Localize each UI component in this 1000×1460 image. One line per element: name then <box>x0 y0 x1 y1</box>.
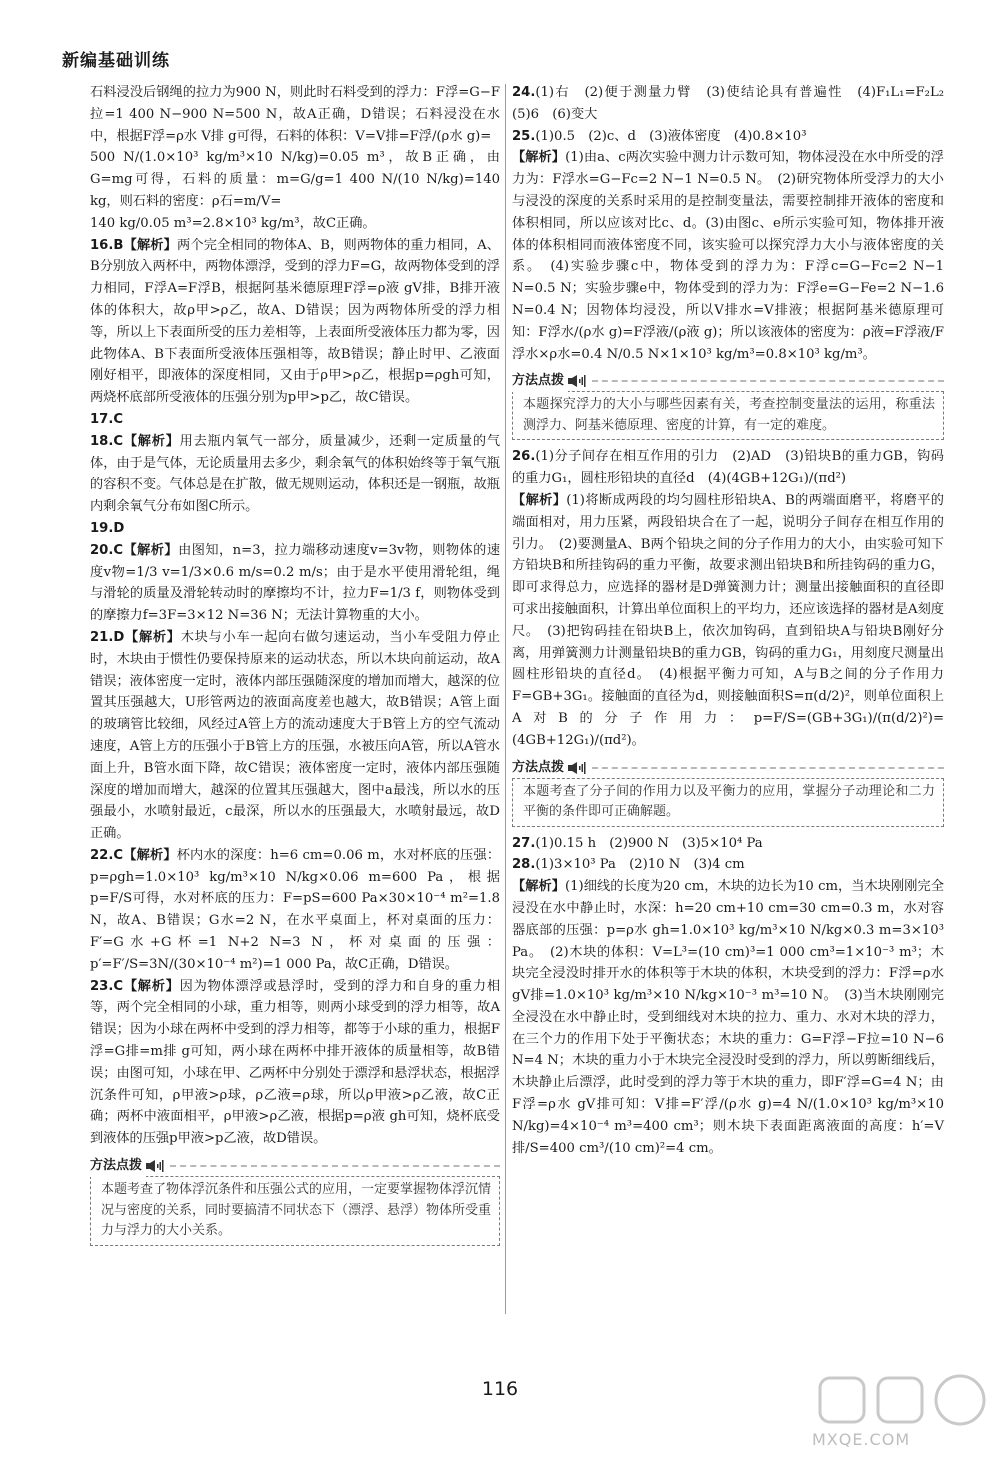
answer-q23 <box>90 976 500 1150</box>
answer-q28j <box>512 876 944 1159</box>
tip-content: 本题考查了分子间的作用力以及平衡力的应用，掌握分子动理论和二力平衡的条件即可正确解题。 <box>512 778 944 827</box>
question-number: 18.C <box>90 433 124 449</box>
question-number: 27. <box>512 835 536 851</box>
answer-q25 <box>512 126 944 148</box>
answer-text: 由图知，n=3，拉力端移动速度v=3v物，则物体的速度v物=1/3 v=1/3×0.6 m/s=0.2 m/s；由于是水平使用滑轮组，绳与滑轮的质量及滑轮转动时的摩擦均不计，拉力F=1/3 f，则物体受到的摩擦力f=3F=3×12 N=36 N；无法计算物重的大小。 <box>90 542 501 624</box>
answer-text: 杯内水的深度：h=6 cm=0.06 m，水对杯底的压强：p=ρgh=1.0×10³ kg/m³×10 N/kg×0.06 m=600 Pa，根据p=F/S可得，水对杯底的压力：F=pS=600 Pa×30×10⁻⁴ m²=1.8 N，故A、B错误；G水=2 N，在水平桌面上，杯对桌面的压力：F′=G水+G杯=1 N+2 N=3 N，杯对桌面的压强：p′=F′/S=3N/(30×10⁻⁴ m²)=1 000 Pa，故C正确，D错误。 <box>90 847 501 972</box>
analysis-tag: 【解析】 <box>512 492 567 508</box>
speaker-icon <box>568 762 586 774</box>
answer-p15b <box>90 147 500 212</box>
page-number: 116 <box>481 1378 519 1400</box>
answer-q26j <box>512 490 944 752</box>
answer-q24 <box>512 82 958 126</box>
question-number: 16.B <box>90 237 124 253</box>
answer-q20 <box>90 540 500 627</box>
analysis-tag: 【解析】 <box>123 542 179 558</box>
answer-text: (1)分子间存在相互作用的引力 (2)AD (3)铅块B的重力GB，钩码的重力G₁，圆柱形铅块的直径d (4)(4GB+12G₁)/(πd²) <box>512 449 944 487</box>
answer-text: (1)由a、c两次实验中测力计示数可知，物体浸没在水中所受的浮力为：F浮水=G−Fc=2 N−1 N=0.5 N。 (2)研究物体所受浮力的大小与浸没的深度的关系时采用的是控制变量法，需要控制排开液体的密度和体积相同，所以应该对比c、d。(3)由图c、e所示实验可知，物体排开液体的体积相同而液体密度不同，该实验可以探究浮力大小与液体密度的关系。 (4)实验步骤c中，物体受到的浮力为：F浮c=G−Fc=2 N−1 N=0.5 N；实验步骤e中，物体受到的浮力为：F浮e=G−Fe=2 N−1.6 N=0.4 N；因物体均浸没，所以V排水=V排液；根据阿基米德原理可知：F浮水/(ρ水 g)=F浮液/(ρ液 g)；所以该液体的密度为：ρ液=F浮液/F浮水×ρ水=0.4 N/0.5 N×1×10³ kg/m³=0.8×10³ kg/m³。 <box>512 150 944 362</box>
answer-text: 木块与小车一起向右做匀速运动，当小车受阻力停止时，木块由于惯性仍要保持原来的运动状态，所以木块向前运动，故A错误；液体密度一定时，液体内部压强随深度的增加而增大，越深的位置其压强越大，U形管两边的液面高度差也越大，故B错误；A管上面的玻璃管比较细，风经过A管上方的流动速度大于B管上方的空气流动速度，A管上方的压强小于B管上方的压强，水被压向A管，所以A管水面上升，B管水面下降，故C错误；液体密度一定时，液体内部压强随深度的增加而增大，越深的位置其压强越大，图中a最浅，所以水的压强最小，水喷射最近，c最深，所以水的压强最大，水喷射最远，故D正确。 <box>90 629 501 842</box>
answer-p15a <box>90 82 500 147</box>
analysis-tag: 【解析】 <box>124 629 181 645</box>
analysis-tag: 【解析】 <box>123 847 177 863</box>
answer-text: 两个完全相同的物体A、B，则两物体的重力相同，A、B分别放入两杯中，两物体漂浮，受到的浮力F=G，故两物体受到的浮力相同，F浮A=F浮B，根据阿基米德原理F浮=ρ液 gV排，B排开液体的体积大，故ρ甲>ρ乙，故A、D错误；因为两物体所受的浮力相等，所以上下表面所受的压力差相等，上表面所受液体压力都为零，因此物体A、B下表面所受液体压强相等，故B错误；静止时甲、乙液面刚好相平，即液体的深度相同，又由于ρ甲>ρ乙，根据p=ρgh可知，两烧杯底部所受液体的压强分别为p甲>p乙，故C错误。 <box>90 237 500 406</box>
answer-text: (1)0.15 h (2)900 N (3)5×10⁴ Pa <box>535 835 763 851</box>
tip-dash-line <box>592 767 944 769</box>
question-number: 23.C <box>90 978 124 994</box>
answer-text: 因为物体漂浮或悬浮时，受到的浮力和自身的重力相等，两个完全相同的小球，重力相等，则两小球受到的浮力相等，故A错误；因为小球在两杯中受到的浮力相等，都等于小球的重力，根据F浮=G排=m排 g可知，两小球在两杯中排开液体的质量相等，故B错误；由图可知，小球在甲、乙两杯中分别处于漂浮和悬浮状态，根据浮沉条件可知，ρ甲液>ρ球，ρ乙液=ρ球，所以ρ甲液>ρ乙液，故C正确；两杯中液面相平，ρ甲液>ρ乙液，根据p=ρ液 gh可知，烧杯底受到液体的压强p甲液>p乙液，故D错误。 <box>90 978 501 1147</box>
method-tip <box>512 758 944 827</box>
answer-q21 <box>90 627 500 845</box>
watermark-text: MXQE.COM <box>812 1430 911 1449</box>
tip-content: 本题考查了物体浮沉条件和压强公式的应用，一定要掌握物体浮沉情况与密度的关系，同时要搞清不同状态下（漂浮、悬浮）物体所受重力与浮力的大小关系。 <box>90 1176 500 1246</box>
answer-q17 <box>90 409 500 431</box>
speaker-icon <box>146 1160 164 1172</box>
answer-text: 石料浸没后钢绳的拉力为900 N，则此时石料受到的浮力：F浮=G−F拉=1 400 N−900 N=500 N，故A正确，D错误；石料浸没在水中，根据F浮=ρ水 V排 g可得，石料的体积：V=V排=F浮/(ρ水 g)= <box>90 85 500 144</box>
tip-header <box>90 1156 500 1176</box>
analysis-tag: 【解析】 <box>512 150 566 166</box>
answer-text: 140 kg/0.05 m³=2.8×10³ kg/m³，故C正确。 <box>90 215 376 231</box>
question-number: 26. <box>512 449 536 465</box>
analysis-tag: 【解析】 <box>123 433 180 449</box>
tip-dash-line <box>592 380 944 382</box>
question-number: 25. <box>512 128 536 144</box>
tip-header <box>512 758 944 778</box>
tip-title: 方法点拨 <box>512 370 568 392</box>
answer-q16 <box>90 235 500 409</box>
answer-q26 <box>512 446 944 490</box>
column-divider <box>505 84 506 1314</box>
answer-q28 <box>512 854 944 876</box>
answer-q18 <box>90 431 500 518</box>
analysis-tag: 【解析】 <box>512 879 566 895</box>
answer-text: (1)将断成两段的均匀圆柱形铅块A、B的两端面磨平，将磨平的端面相对，用力压紧，两段铅块合在了一起，说明分子间存在相互作用的引力。 (2)要测量A、B两个铅块之间的分子作用力的大小，由实验可知下方铅块B和所挂钩码的重力平衡，故要求测出铅块B和所挂钩码的重力G，即可求得总力，应选择的器材是D弹簧测力计；测量出接触面积的直径即可求出接触面积，计算出单位面积上的平均力，还应该选择的器材是A刻度尺。 (3)把钩码挂在铅块B上，依次加钩码，直到铅块A与铅块B刚好分离，用弹簧测力计测量铅块B的重力GB，钩码的重力G₁，用刻度尺测量出圆柱形铅块的直径d。 (4)根据平衡力可知，A与B之间的分子作用力F=GB+3G₁。接触面的直径为d，则接触面积S=π(d/2)²，则单位面积上A对B的分子作用力：p=F/S=(GB+3G₁)/(π(d/2)²)=(4GB+12G₁)/(πd²)。 <box>512 492 944 748</box>
right-column <box>512 82 958 1159</box>
answer-text: (1)3×10³ Pa (2)10 N (3)4 cm <box>535 857 745 873</box>
answer-text: (1)细线的长度为20 cm，木块的边长为10 cm，当木块刚刚完全浸没在水中静止时，水深：h=20 cm+10 cm=30 cm=0.3 m，水对容器底部的压强：p=ρ水 gh=1.0×10³ kg/m³×10 N/kg×0.3 m=3×10³ Pa。 (2)木块的体积：V=L³=(10 cm)³=1 000 cm³=1×10⁻³ m³；木块完全浸没时排开水的体积等于木块的体积，木块受到的浮力：F浮=ρ水 gV排=1.0×10³ kg/m³×10 N/kg×10⁻³ m³=10 N。 (3)当木块刚刚完全浸没在水中静止时，受到细线对木块的拉力、重力、水对木块的浮力，在三个力的作用下处于平衡状态；木块的重力：G=F浮−F拉=10 N−6 N=4 N；木块的重力小于木块完全浸没时受到的浮力，所以剪断细线后，木块静止后漂浮，此时受到的浮力等于木块的重力，即F′浮=G=4 N；由F浮=ρ水 gV排可知：V排=F′浮/(ρ水 g)=4 N/(1.0×10³ kg/m³×10 N/kg)=4×10⁻⁴ m³=400 cm³；则木块下表面距离液面的高度：h′=V排/S=400 cm³/(10 cm)²=4 cm。 <box>512 879 945 1156</box>
answer-text: 500 N/(1.0×10³ kg/m³×10 N/kg)=0.05 m³，故B正确，由G=mg可得，石料的质量：m=G/g=1 400 N/(10 N/kg)=140 kg，则石料的密度：ρ石=m/V= <box>90 150 500 209</box>
analysis-tag: 【解析】 <box>123 978 180 994</box>
question-number: 20.C <box>90 542 124 558</box>
answer-text: (1)0.5 (2)c、d (3)液体密度 (4)0.8×10³ <box>535 128 807 144</box>
answer-q25j <box>512 147 944 365</box>
tip-dash-line <box>170 1165 500 1167</box>
tip-title: 方法点拨 <box>512 757 568 779</box>
question-number: 24. <box>512 85 536 100</box>
answer-p15c <box>90 213 500 235</box>
answer-q27 <box>512 833 944 855</box>
question-number: 22.C <box>90 847 124 863</box>
left-column <box>90 82 500 1252</box>
book-title: 新编基础训练 <box>62 51 170 71</box>
question-number: 21.D <box>90 629 125 645</box>
answer-text: 用去瓶内氧气一部分，质量减少，还剩一定质量的气体，由于是气体，无论质量用去多少，剩余氧气的体积始终等于氧气瓶的容积不变。气体总是在扩散，做无规则运动，体积还是一钢瓶，故瓶内剩余氧气分布如图C所示。 <box>90 433 501 515</box>
tip-content: 本题探究浮力的大小与哪些因素有关，考查控制变量法的运用，称重法测浮力、阿基米德原理、密度的计算，有一定的难度。 <box>512 391 944 440</box>
analysis-tag: 【解析】 <box>123 237 178 253</box>
answer-text: (1)右 (2)便于测量力臂 (3)使结论具有普遍性 (4)F₁L₁=F₂L₂ (5)6 (6)变大 <box>512 85 958 122</box>
tip-header <box>512 371 944 391</box>
method-tip <box>90 1156 500 1246</box>
tip-title: 方法点拨 <box>90 1155 146 1177</box>
answer-q22 <box>90 845 500 976</box>
question-number: 17.C <box>90 411 124 427</box>
question-number: 19.D <box>90 520 125 536</box>
answer-q19 <box>90 518 500 540</box>
question-number: 28. <box>512 857 536 873</box>
method-tip <box>512 371 944 440</box>
speaker-icon <box>568 375 586 387</box>
